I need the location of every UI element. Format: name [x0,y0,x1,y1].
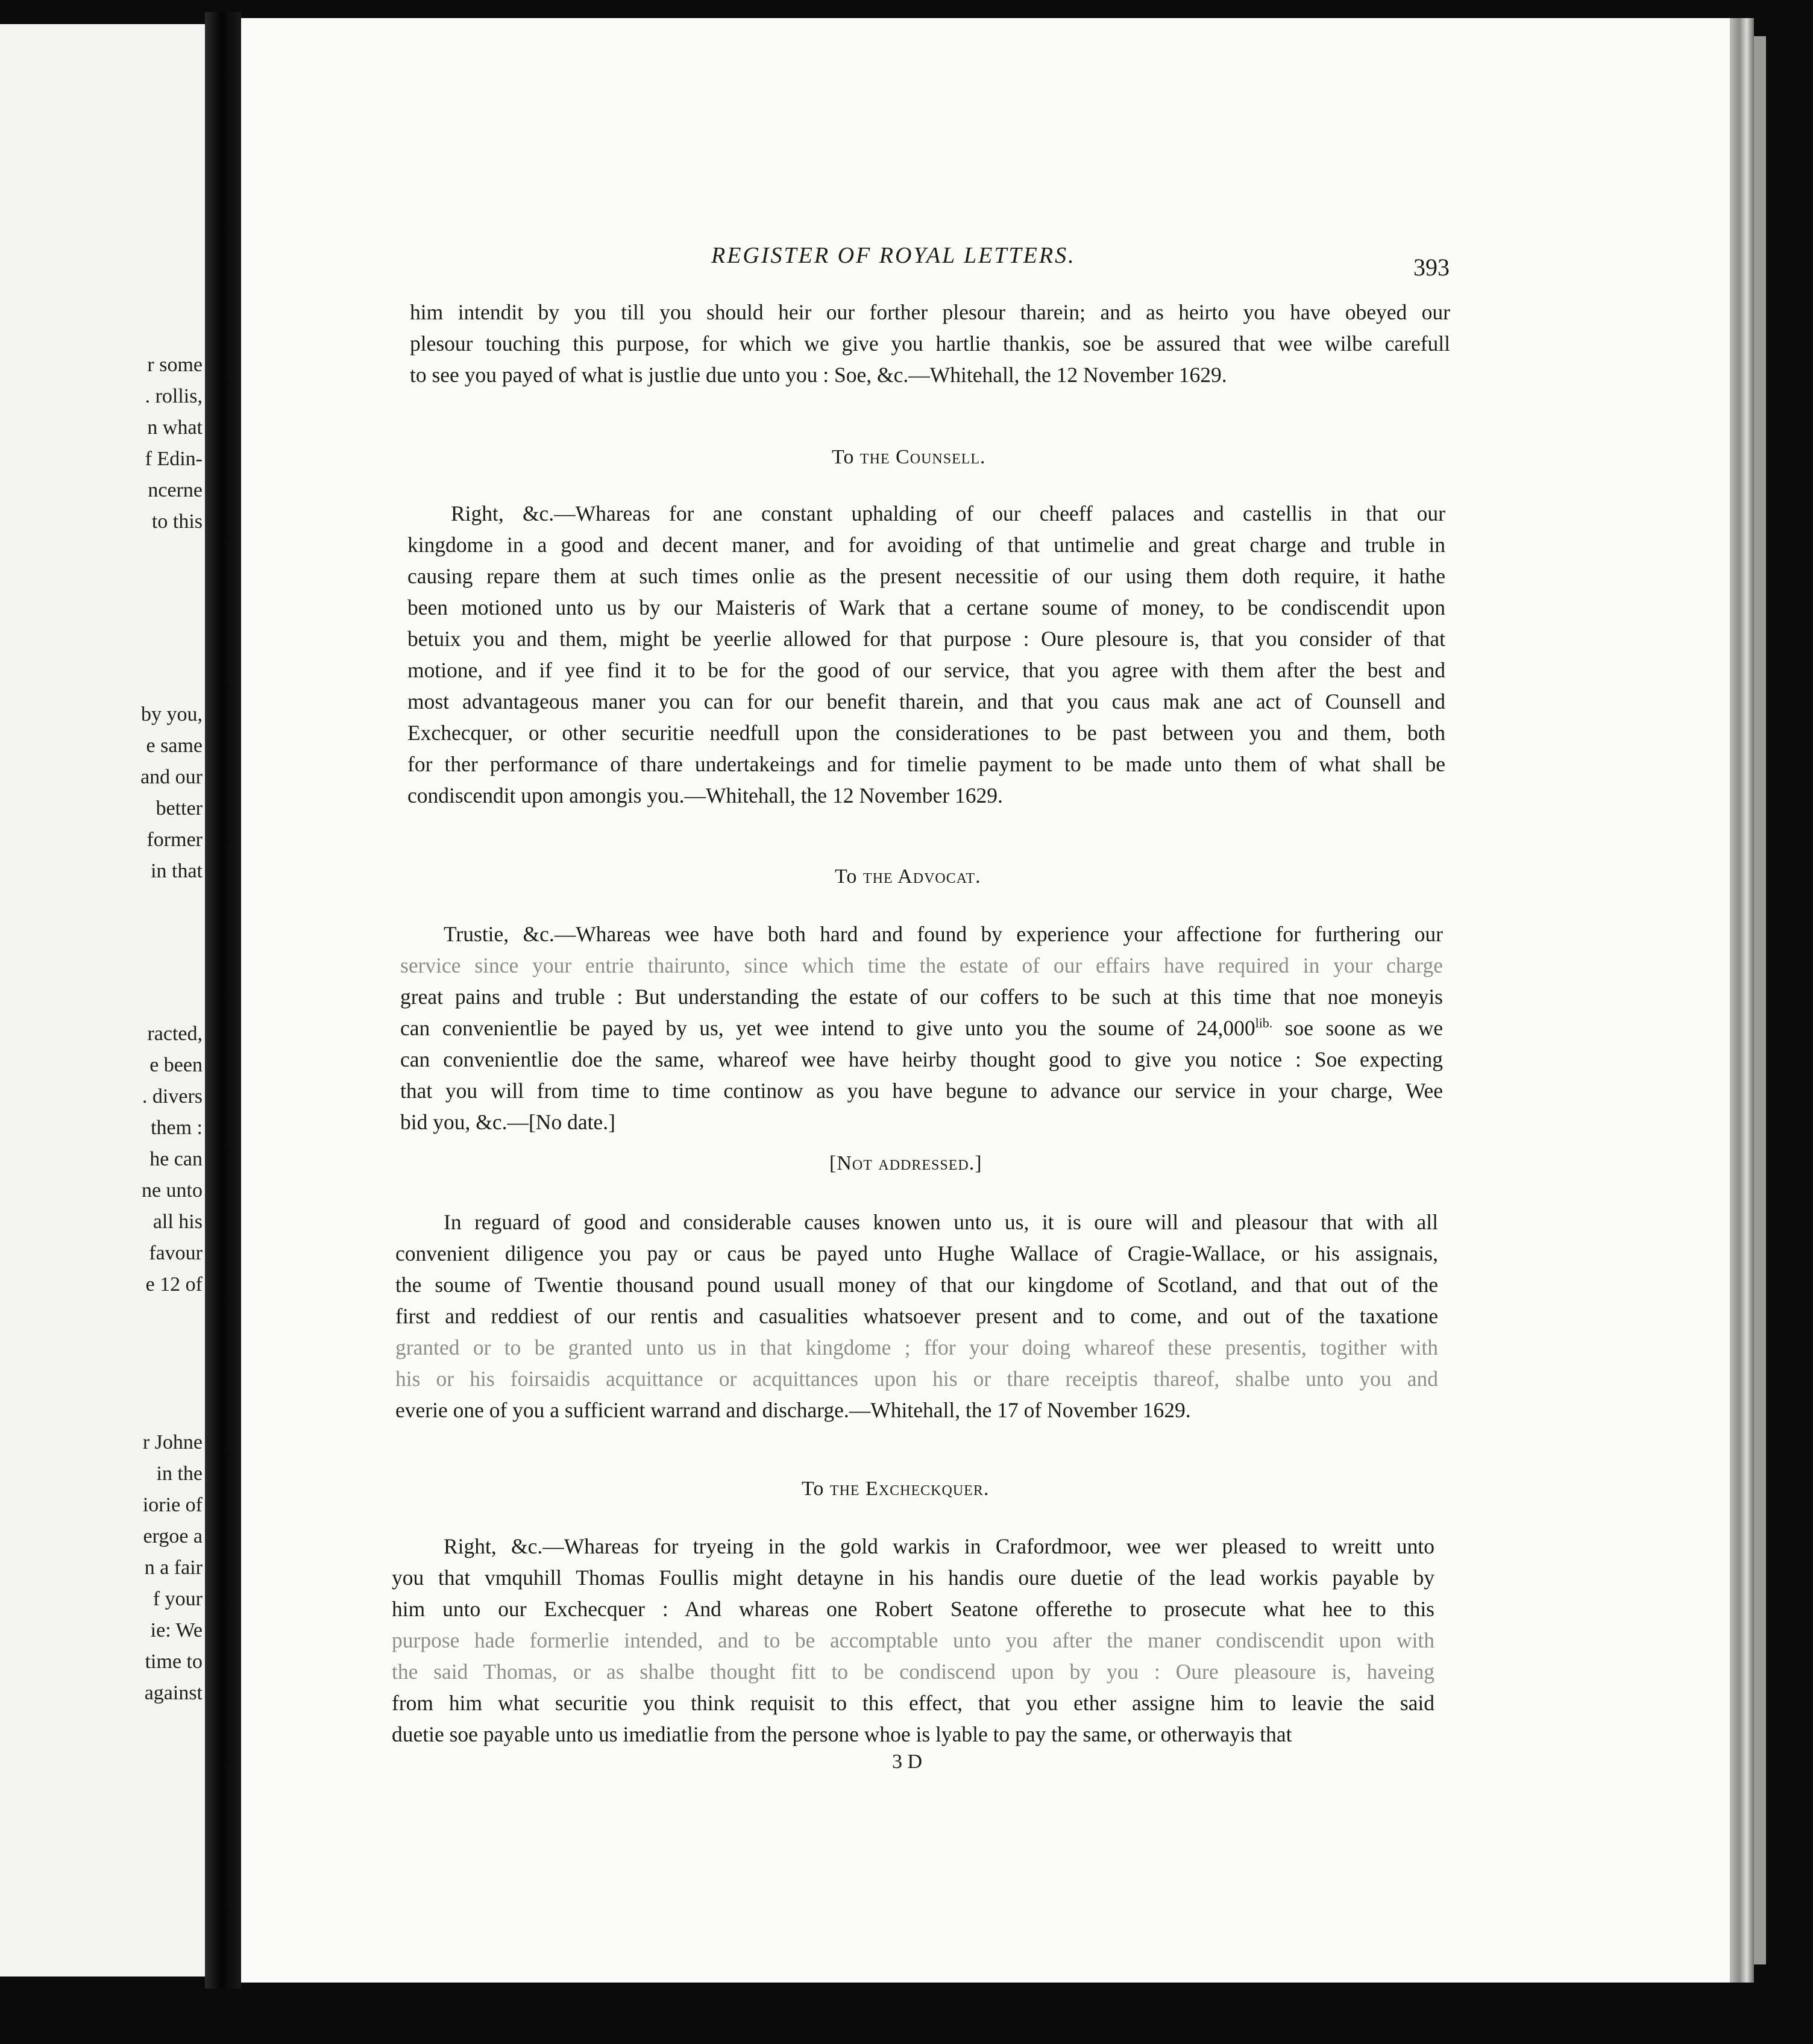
left-page-text-fragment: ncerne [148,479,203,501]
text-fragment: can convenientlie be payed by us, yet wee intend to give unto you the soume of 24,000 [400,1016,1255,1040]
text-line: been motioned unto us by our Maisteris of Wark that a certane soume of money, to be condiscendit upon [407,595,1445,619]
left-page-text-fragment: and our [140,766,203,788]
text-line: him intendit by you till you should heir our forther plesour tharein; and as heirto you have obeyed our [410,300,1450,324]
text-line: Trustie, &c.—Whareas wee have both hard and found by experience your affectione for furthering our [444,922,1443,946]
left-page-text-fragment: all his [152,1211,203,1233]
text-line: service since your entrie thairunto, since which time the estate of our effairs have required in your charge [400,953,1443,977]
paragraph-counsell [407,498,1445,811]
left-page-text-fragment: former [146,829,203,851]
text-line: betuix you and them, might be yeerlie allowed for that purpose : Oure plesoure is, that you consider of that [407,627,1445,651]
section-heading [835,865,981,888]
paragraph-continuation [410,296,1450,390]
paragraph-advocat [400,918,1443,1138]
page-number: 393 [1413,254,1450,281]
text-line: causing repare them at such times onlie as the present necessitie of our using them doth require, it hathe [407,564,1445,588]
left-page-text-fragment: in that [151,860,203,882]
text-line: condiscendit upon amongis you.—Whitehall, the 12 November 1629. [407,783,1003,807]
left-page-text-fragment: f your [152,1588,203,1610]
left-page-text-fragment: them : [151,1117,203,1139]
text-line: convenient diligence you pay or caus be payed unto Hughe Wallace of Cragie-Wallace, or his assignais, [395,1241,1438,1265]
left-page-text-fragment: f Edin- [145,448,203,470]
sum-superscript: lib. [1255,1015,1273,1031]
left-page-text-fragment: by you, [141,703,203,726]
page-edge-inner [1754,36,1766,1964]
text-line: to see you payed of what is justlie due unto you : Soe, &c.—Whitehall, the 12 November 1629. [410,363,1227,387]
left-page-text-fragment: r Johne [142,1431,203,1453]
heading-smallcaps: the Counsell. [859,446,986,468]
text-line: kingdome in a good and decent maner, and for avoiding of that untimelie and great charge and truble in [407,533,1445,557]
left-page-text-fragment: to this [151,510,203,533]
left-page-text-fragment: in the [156,1462,203,1485]
left-page-text-fragment: e 12 of [145,1273,203,1296]
left-page-text-fragment: against [144,1682,203,1704]
text-line: his or his foirsaidis acquittance or acquittances upon his or thare receiptis thareof, shalbe unto you and [395,1367,1438,1391]
left-page-text-fragment: r some [147,354,203,376]
text-line: for ther performance of thare undertakeings and for timelie payment to be made unto them of what shall be [407,752,1445,776]
paragraph-excheckquer [392,1531,1434,1750]
text-line: bid you, &c.—[No date.] [400,1110,615,1134]
left-page-text-fragment: favour [149,1242,203,1264]
paragraph-not-addressed [395,1206,1438,1426]
heading-smallcaps: the Advocat. [863,865,981,888]
left-page-text-fragment: n what [147,416,203,439]
text-line: duetie soe payable unto us imediatlie from the persone whoe is lyable to pay the same, or otherwayis that [392,1722,1292,1746]
text-line: you that vmquhill Thomas Foullis might detayne in his handis oure duetie of the lead workis payable by [392,1566,1434,1590]
heading-smallcaps: ot addressed.] [852,1152,982,1174]
text-line: the soume of Twentie thousand pound usuall money of that our kingdome of Scotland, and that out of the [395,1273,1438,1297]
left-page-text-fragment: n a fair [144,1557,203,1579]
left-page-text-fragment: . rollis, [145,385,203,407]
text-line: Right, &c.—Whareas for ane constant uphalding of our cheeff palaces and castellis in that our [451,501,1445,525]
left-page-text-fragment: time to [145,1651,203,1673]
left-page-text-fragment: better [156,797,203,820]
heading-lead: To [802,1478,830,1500]
text-line-with-sum [400,1012,1443,1044]
text-line: motione, and if yee find it to be for the good of our service, that you agree with them after the best and [407,658,1445,682]
left-page-text-fragment: racted, [147,1023,203,1045]
text-line: him unto our Exchecquer : And whareas one Robert Seatone offerethe to prosecute what hee to this [392,1597,1434,1621]
text-line: everie one of you a sufficient warrand and discharge.—Whitehall, the 17 of November 1629. [395,1398,1191,1422]
text-line: most advantageous maner you can for our benefit tharein, and that you caus mak ane act of Counsell and [407,689,1445,713]
left-page-text-fragment: e been [149,1054,203,1076]
left-page-text-fragment: he can [149,1148,203,1170]
text-line: from him what securitie you think requisit to this effect, that you ether assigne him to leavie the said [392,1691,1434,1715]
section-heading [802,1478,989,1500]
text-line: In reguard of good and considerable causes knowen unto us, it is oure will and pleasour that with all [444,1210,1438,1234]
left-page-text-fragment: ie: We [150,1619,203,1641]
heading-lead: To [832,446,860,468]
heading-lead: [N [829,1152,852,1174]
text-line: granted or to be granted unto us in that kingdome ; ffor your doing whareof these presentis, togither with [395,1335,1438,1359]
left-page-text-fragment: ergoe a [143,1525,203,1547]
text-line: purpose hade formerlie intended, and to be accomptable unto you after the maner condiscendit upon with [392,1628,1434,1652]
text-fragment: soe soone as we [1272,1016,1443,1040]
left-page-text-fragment: e same [146,735,203,757]
left-page-text-fragment: ne unto [141,1179,203,1202]
text-line: plesour touching this purpose, for which we give you hartlie thankis, soe be assured that wee wilbe carefull [410,331,1450,356]
running-title: REGISTER OF ROYAL LETTERS. [711,243,1076,268]
section-heading [832,446,986,469]
left-facing-page [0,24,211,1977]
text-line: the said Thomas, or as shalbe thought fitt to be condiscend upon by you : Oure pleasoure is, haveing [392,1660,1434,1684]
signature-mark: 3 D [892,1751,923,1773]
page-edge [1730,18,1754,1983]
text-line: that you will from time to time continow as you have begune to advance our service in your charge, Wee [400,1079,1443,1103]
heading-lead: To [835,865,863,888]
text-line: can convenientlie doe the same, whareof wee have heirby thought good to give you notice : Soe expecting [400,1047,1443,1071]
text-line: Right, &c.—Whareas for tryeing in the gold warkis in Crafordmoor, wee wer pleased to wreitt unto [444,1534,1434,1558]
heading-smallcaps: the Excheckquer. [829,1478,990,1500]
left-page-text-fragment: iorie of [142,1494,203,1516]
text-line: great pains and truble : But understanding the estate of our coffers to be such at this time that noe moneyis [400,985,1443,1009]
left-page-text-fragment: . divers [142,1085,203,1108]
text-line: Exchecquer, or other securitie needfull upon the considerationes to be past between you and them, both [407,721,1445,745]
text-line: first and reddiest of our rentis and casualities whatsoever present and to come, and out of the taxatione [395,1304,1438,1328]
book-gutter [205,12,241,1989]
section-heading [829,1152,982,1175]
